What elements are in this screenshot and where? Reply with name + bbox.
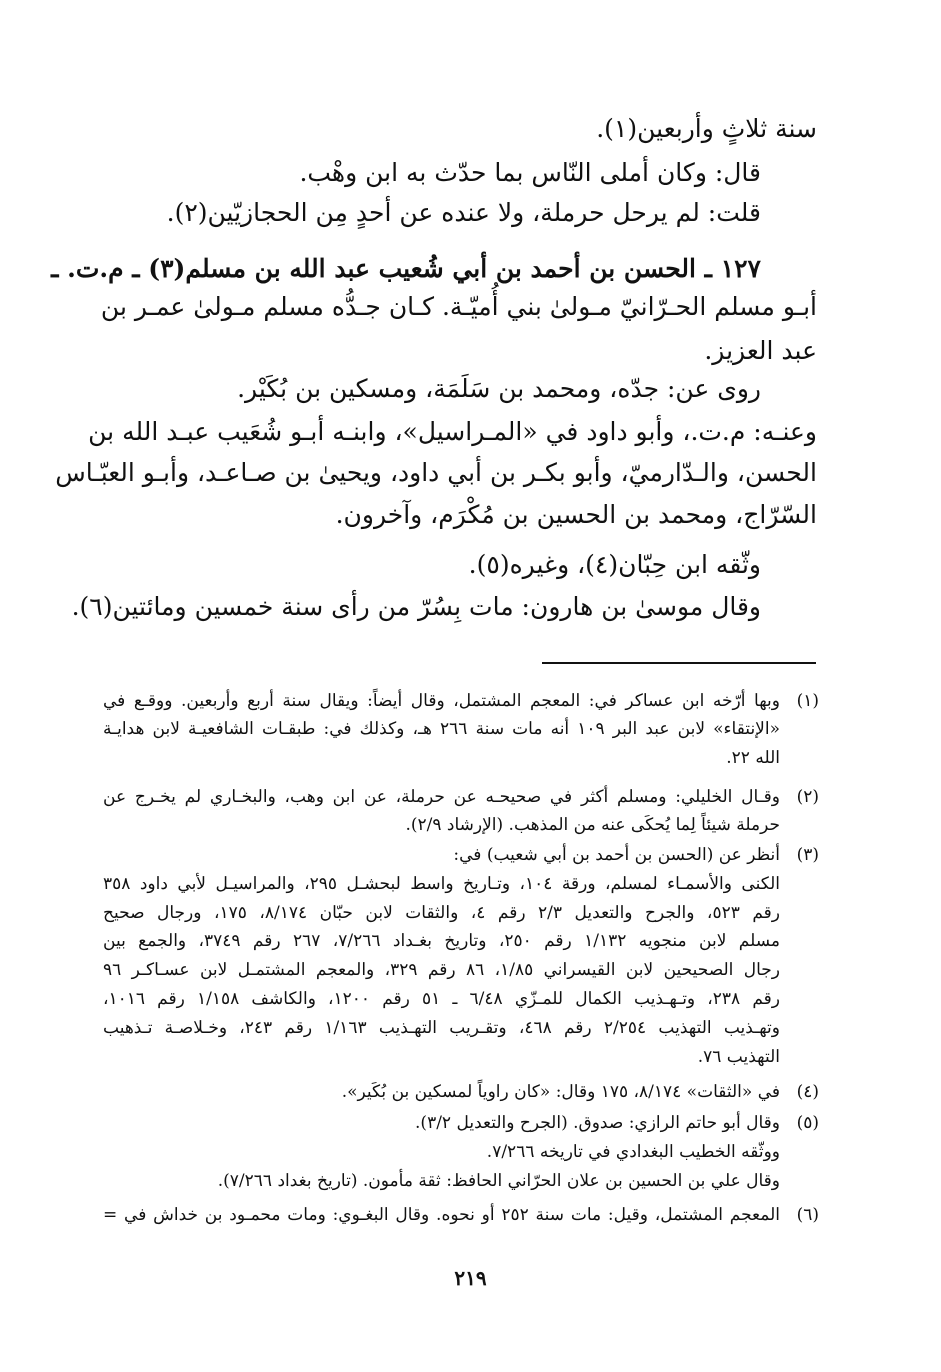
body-line: قلت: لم يرحل حرملة، ولا عنده عن أحدٍ مِن الحجازيّين(٢).: [166, 198, 761, 227]
footnote-number: (٦): [796, 1205, 819, 1225]
footnote-line: حرملة شيئاً لِما يُحكَى عنه من المذهب. (الإرشاد ٢/٩).: [405, 815, 780, 835]
footnote-line: في «الثقات» ٨/١٧٤، ١٧٥ وقال: «كان راوياً لمسكين بن بُكَير».: [341, 1082, 780, 1102]
body-line: الحسن، والـدّارميّ، وأبو بكـر بن أبي داود، ويحيىٰ بن صـاعـد، وأبـو العبّـاس: [55, 458, 817, 487]
footnote-line: «الإنتقاء» لابن عبد البر ١٠٩ أنه مات سنة ٢٦٦ هـ، وكذلك في: طبقـات الشافعيـة لابن هدايـة: [103, 719, 780, 739]
body-line: وعنـه: م.ت.، وأبو داود في «المـراسيل»، وابنـه أبـو شُعَيب عبـد الله بن: [88, 417, 817, 446]
footnote-number: (٣): [796, 845, 819, 865]
footnote-line: التهذيب ٧٦.: [697, 1047, 780, 1067]
footnote-line: وبها أرّخه ابن عساكر في: المعجم المشتمل، وقال أيضاً: ويقال سنة أربع وأربعين. ووقـع في: [103, 691, 780, 711]
footnote-line: الله ٢٢.: [726, 748, 780, 768]
footnote-line: وتهـذيب التهذيب ٢/٢٥٤ رقم ٤٦٨، وتقـريب التهـذيب ١/١٦٣ رقم ٢٤٣، وخـلاصـة تـذهيب: [103, 1018, 780, 1038]
footnote-line: المعجم المشتمل، وقيل: مات سنة ٢٥٢ أو نحوه. وقال البغـوي: ومات محمـود بن خداش في =: [103, 1205, 780, 1225]
body-line: روى عن: جدّه، ومحمد بن سَلَمَة، ومسكين بن بُكَيْر.: [237, 374, 761, 403]
footnote-number: (١): [796, 691, 819, 711]
body-line: قال: وكان أملى النّاس بما حدّث به ابن وهْب.: [299, 158, 761, 187]
footnote-line: مسلم لابن منجويه ١/١٣٢ رقم ٢٥٠، وتاريخ بغـداد ٧/٢٦٦، ٢٦٧ رقم ٣٧٤٩، والجمع بين: [103, 931, 780, 951]
body-line: وقال موسىٰ بن هارون: مات بِسُرّ من رأى سنة خمسين ومائتين(٦).: [71, 592, 761, 621]
footnote-line: وقال أبو حاتم الرازي: صدوق. (الجرح والتعديل ٣/٢).: [415, 1113, 780, 1133]
page-number: ٢١٩: [454, 1266, 487, 1290]
footnote-line: رجال الصحيحين لابن القيسراني ١/٨٥، ٨٦ رقم ٣٢٩، والمعجم المشتمـل لابن عسـاكـر ٩٦: [103, 960, 780, 980]
footnote-line: رقم ٥٢٣، والجرح والتعديل ٢/٣ رقم ٤، والثقات لابن حبّان ٨/١٧٤، ١٧٥، ورجال صحيح: [103, 903, 780, 923]
body-line: أبـو مسلم الحـرّانيّ مـولىٰ بني أُميّـة. كـان جـدُّه مسلم مـولىٰ عمـر بن: [100, 292, 817, 321]
body-line: السّرّاج، ومحمد بن الحسين بن مُكْرَم، وآخرون.: [335, 500, 817, 529]
footnote-number: (٢): [796, 787, 819, 807]
body-line: عبد العزيز.: [704, 336, 817, 365]
footnote-line: ووثّقه الخطيب البغدادي في تاريخه ٧/٢٦٦.: [486, 1142, 780, 1162]
body-line: سنة ثلاثٍ وأربعين(١).: [596, 114, 817, 143]
body-line: وثّقه ابن حِبّان(٤)، وغيره(٥).: [468, 550, 761, 579]
footnote-number: (٤): [796, 1082, 819, 1102]
footnote-line: وقـال الخليلي: ومسلم أكثر في صحيحـه عن حرملة، عن ابن وهب، والبخـاري لم يخـرج عن: [103, 787, 780, 807]
footnote-line: وقال علي بن الحسين بن علان الحرّاني الحافظ: ثقة مأمون. (تاريخ بغداد ٧/٢٦٦).: [217, 1171, 780, 1191]
footnote-separator: [542, 662, 816, 664]
entry-heading: ١٢٧ ـ الحسن بن أحمد بن أبي شُعيب عبد الله بن مسلم(٣) ـ م.ت. ـ: [51, 254, 761, 283]
footnote-line: أنظر عن (الحسن بن أحمد بن أبي شعيب) في:: [453, 845, 780, 865]
footnote-line: رقم ٢٣٨، وتـهـذيب الكمال للمـزّي ٦/٤٨ ـ ٥١ رقم ١٢٠٠، والكاشف ١/١٥٨ رقم ١٠١٦،: [103, 989, 780, 1009]
footnote-number: (٥): [796, 1113, 819, 1133]
footnote-line: الكنى والأسمـاء لمسلم، ورقة ١٠٤، وتـاريخ واسط لبحشـل ٢٩٥، والمراسيـل لأبي داود ٣٥٨: [103, 874, 780, 894]
